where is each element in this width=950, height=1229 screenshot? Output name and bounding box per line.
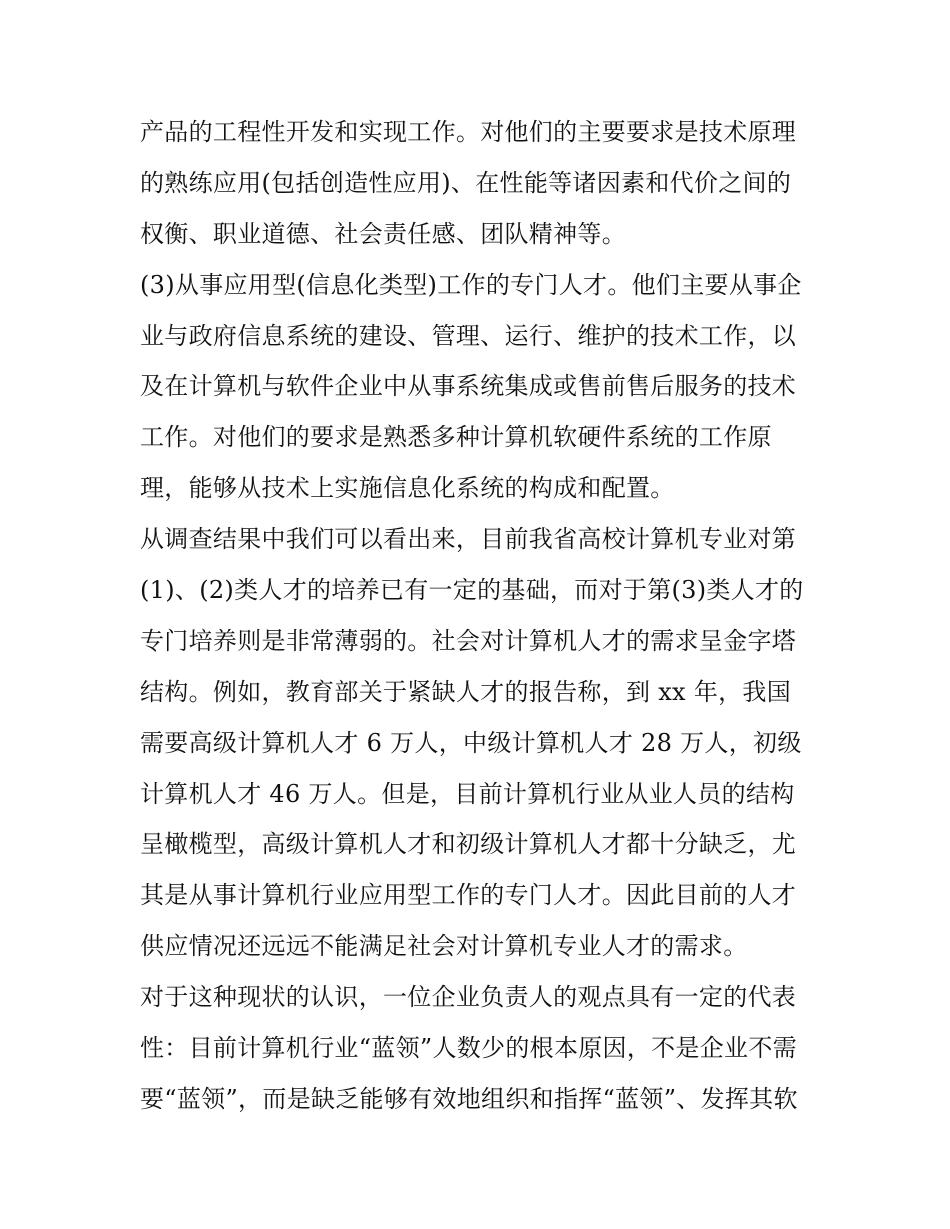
text-line-5: 业与政府信息系统的建设、管理、运行、维护的技术工作，以 [140,321,797,350]
text-line-19: 性：目前计算机行业“蓝领”人数少的根本原因，不是企业不需 [140,1034,797,1063]
text-line-13: 需要高级计算机人才 6 万人，中级计算机人才 28 万人，初级 [140,728,802,757]
text-line-10: (1)、(2)类人才的培养已有一定的基础，而对于第(3)类人才的 [140,576,804,605]
text-line-7: 工作。对他们的要求是熟悉多种计算机软硬件系统的工作原 [140,423,772,452]
text-line-16: 其是从事计算机行业应用型工作的专门人才。因此目前的人才 [140,881,797,910]
text-line-3: 权衡、职业道德、社会责任感、团队精神等。 [140,219,626,248]
text-line-18: 对于这种现状的认识，一位企业负责人的观点具有一定的代表 [140,983,797,1012]
text-line-14: 计算机人才 46 万人。但是，目前计算机行业从业人员的结构 [140,779,795,808]
text-line-8: 理，能够从技术上实施信息化系统的构成和配置。 [140,474,675,503]
text-line-12: 结构。例如，教育部关于紧缺人才的报告称，到 xx 年，我国 [140,677,792,706]
body-text [140,107,820,1125]
text-line-2: 的熟练应用(包括创造性应用)、在性能等诸因素和代价之间的 [140,168,792,197]
text-line-9: 从调查结果中我们可以看出来，目前我省高校计算机专业对第 [140,525,797,554]
text-line-11: 专门培养则是非常薄弱的。社会对计算机人才的需求呈金字塔 [140,626,797,655]
text-line-15: 呈橄榄型，高级计算机人才和初级计算机人才都十分缺乏，尤 [140,830,797,859]
text-line-17: 供应情况还远远不能满足社会对计算机专业人才的需求。 [140,932,748,961]
text-line-6: 及在计算机与软件企业中从事系统集成或售前售后服务的技术 [140,372,797,401]
text-line-1: 产品的工程性开发和实现工作。对他们的主要要求是技术原理 [140,118,797,146]
text-line-20: 要“蓝领”，而是缺乏能够有效地组织和指挥“蓝领”、发挥其软 [140,1084,798,1113]
text-line-4: (3)从事应用型(信息化类型)工作的专门人才。他们主要从事企 [140,270,802,299]
